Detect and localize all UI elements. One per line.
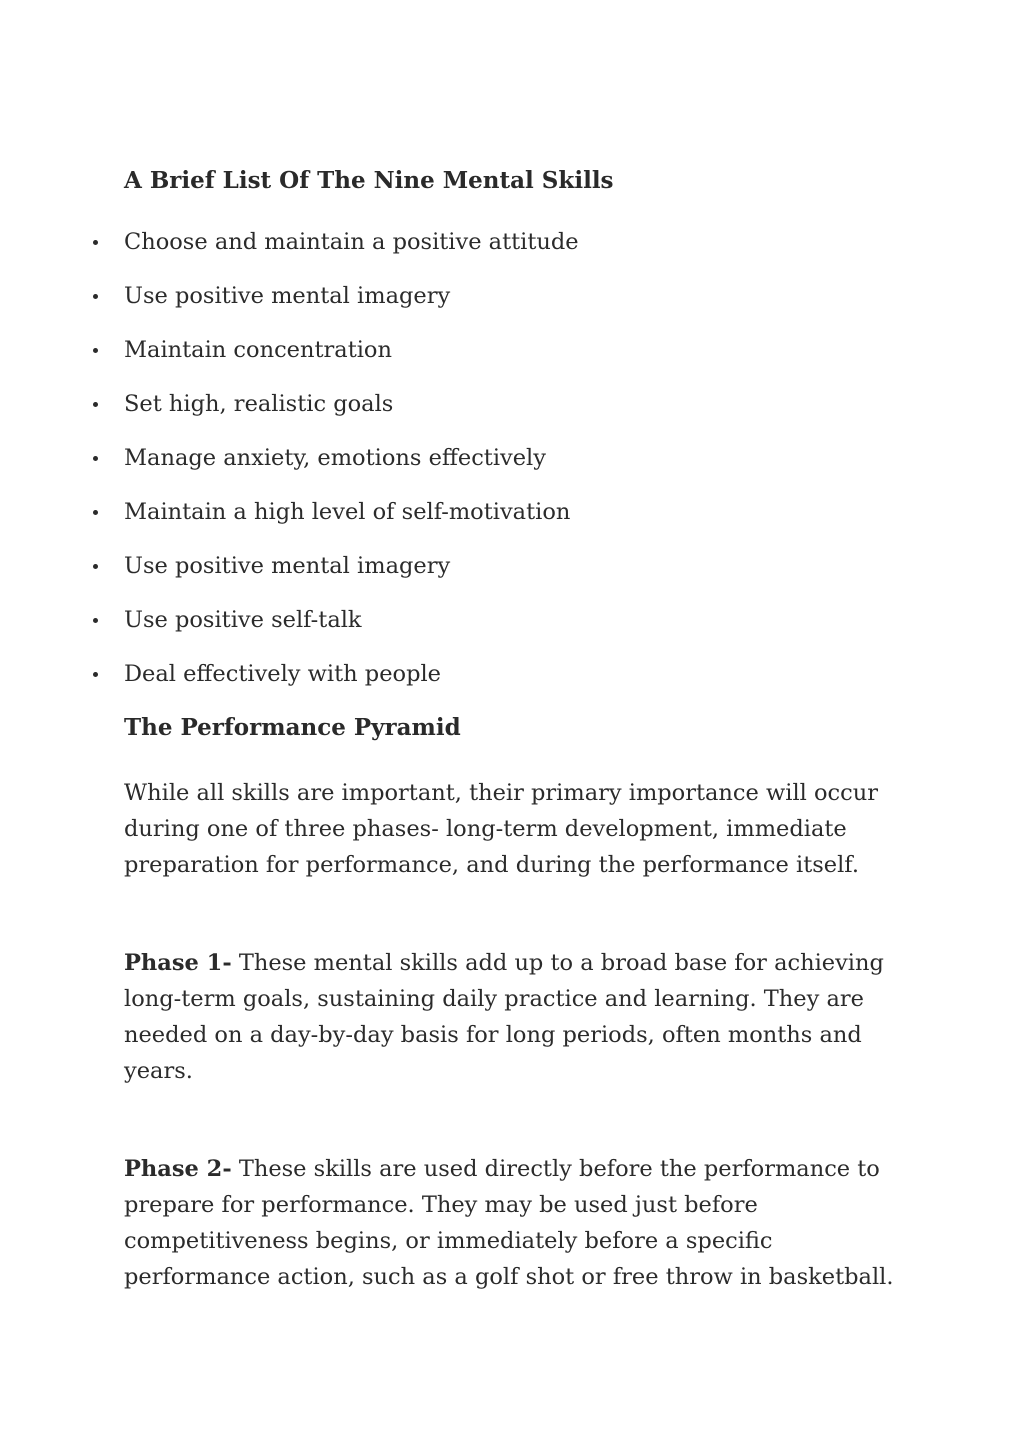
list-item-text: Maintain a high level of self-motivation (124, 499, 571, 525)
list-item-text: Use positive mental imagery (124, 553, 451, 579)
list-item (124, 281, 894, 311)
list-item (124, 497, 894, 527)
list-item-text: Use positive self-talk (124, 607, 362, 633)
bullet-icon (93, 618, 98, 623)
bullet-icon (93, 240, 98, 245)
phase-2-label: Phase 2- (124, 1156, 232, 1182)
skills-heading: A Brief List Of The Nine Mental Skills (124, 167, 614, 194)
phase-1-label: Phase 1- (124, 950, 232, 976)
bullet-icon (93, 510, 98, 515)
bullet-icon (93, 564, 98, 569)
list-item (124, 389, 894, 419)
list-item-text: Use positive mental imagery (124, 283, 451, 309)
bullet-icon (93, 348, 98, 353)
list-item-text: Choose and maintain a positive attitude (124, 229, 579, 255)
list-item (124, 443, 894, 473)
list-item-text: Maintain concentration (124, 337, 392, 363)
list-item-text: Manage anxiety, emotions effectively (124, 445, 546, 471)
list-item (124, 335, 894, 365)
phase-2-text: These skills are used directly before the performance to prepare for performance. They may be used just before competitiveness begins, or immediately before a specific performance action, such as a golf shot or free throw in basketball. (124, 1156, 894, 1290)
bullet-icon (93, 456, 98, 461)
list-item (124, 659, 894, 689)
document-content (124, 166, 894, 1357)
phase-1-paragraph (124, 945, 894, 1089)
list-item (124, 227, 894, 257)
list-item (124, 605, 894, 635)
list-item-text: Set high, realistic goals (124, 391, 394, 417)
list-item-text: Deal effectively with people (124, 661, 441, 687)
skills-list (124, 227, 894, 689)
intro-paragraph: While all skills are important, their primary importance will occur during one of three phases- long-term development, immediate preparation for performance, and during the performance itself. (124, 780, 878, 878)
phase-2-paragraph (124, 1151, 894, 1295)
bullet-icon (93, 402, 98, 407)
phase-1-text: These mental skills add up to a broad base for achieving long-term goals, sustaining daily practice and learning. They are needed on a day-by-day basis for long periods, often months and years. (124, 950, 884, 1084)
bullet-icon (93, 294, 98, 299)
pyramid-heading: The Performance Pyramid (124, 714, 461, 741)
bullet-icon (93, 672, 98, 677)
list-item (124, 551, 894, 581)
